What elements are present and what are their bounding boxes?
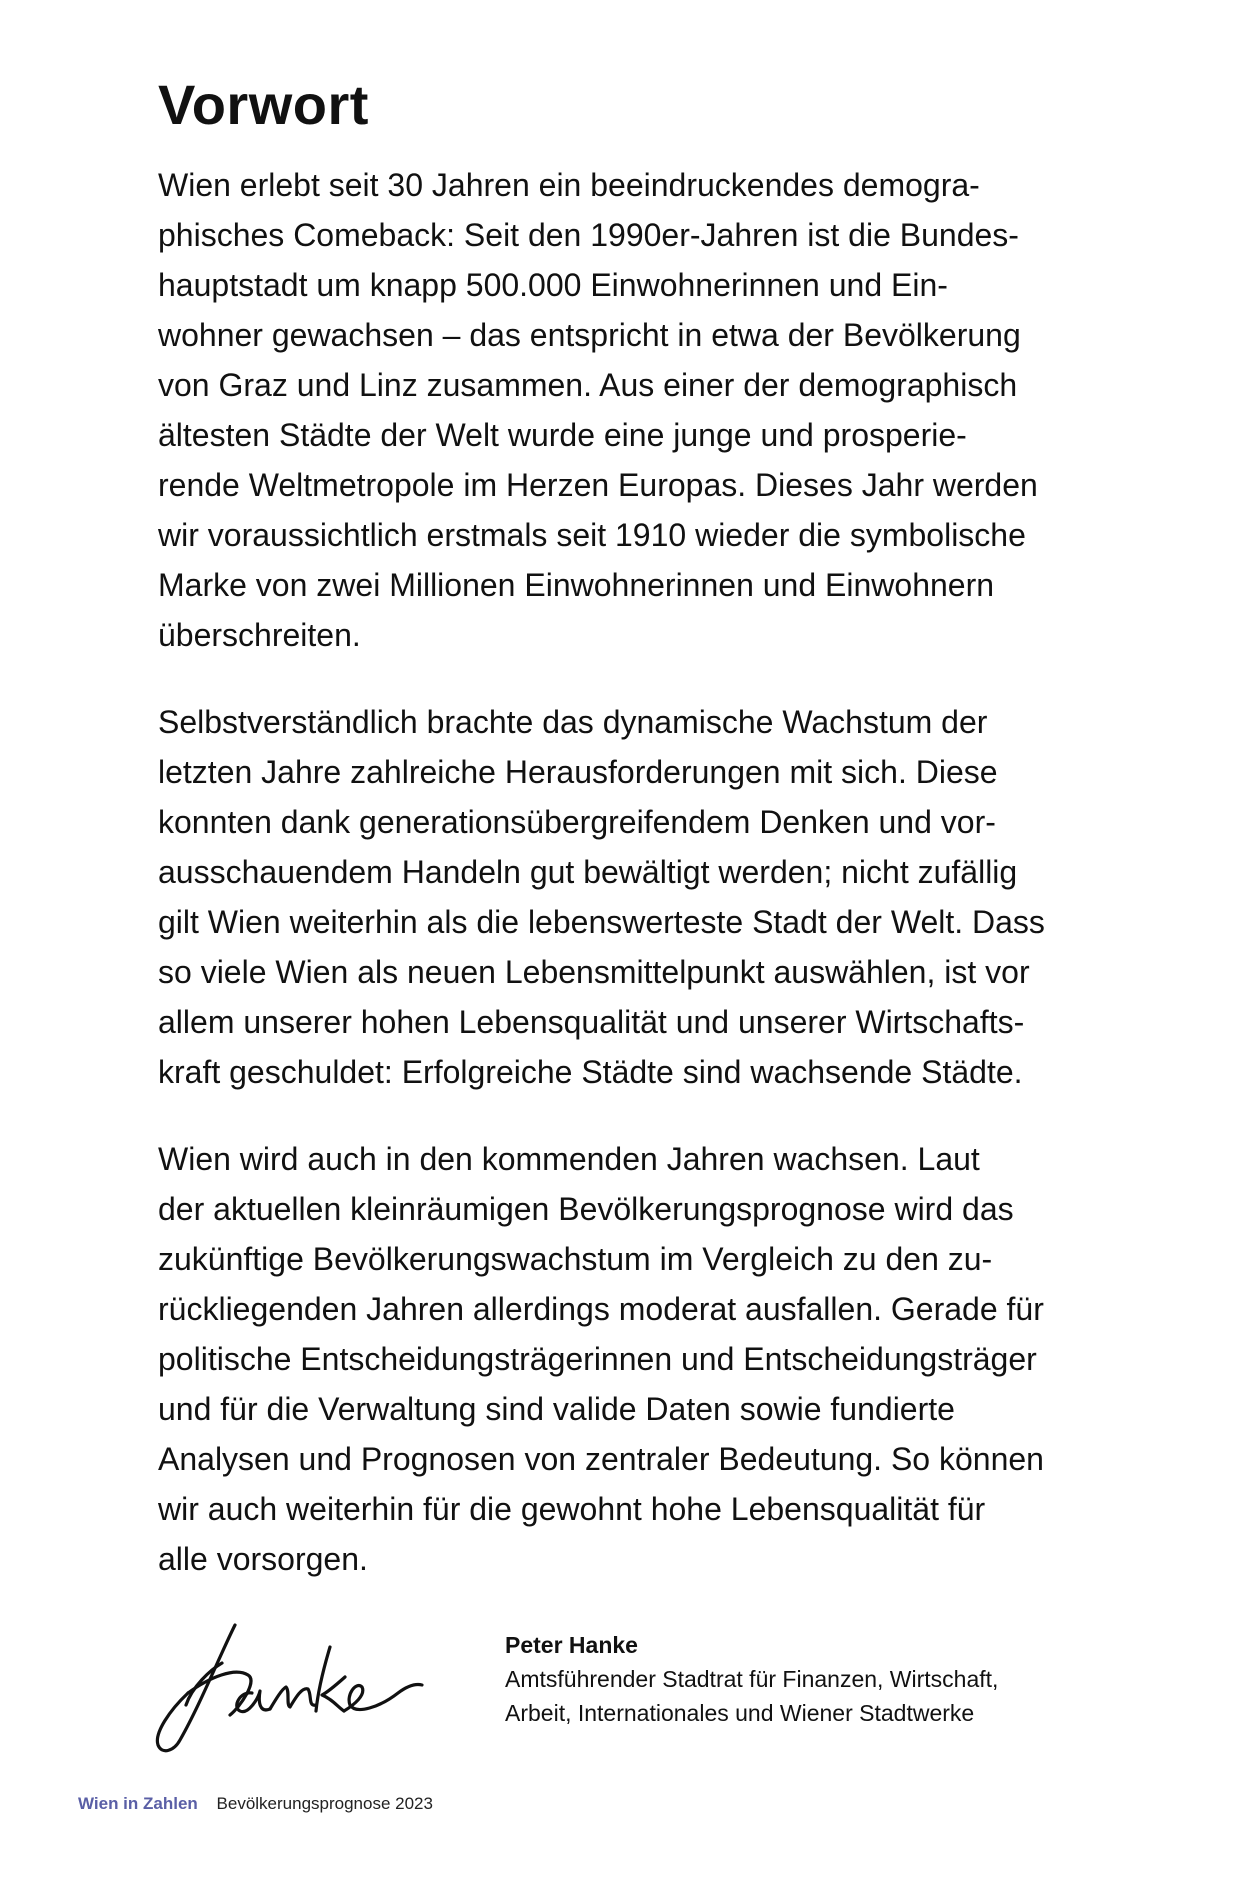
signatory-name: Peter Hanke [505, 1632, 638, 1658]
signatory-role-line-2: Arbeit, Internationales und Wiener Stadtwerke [505, 1700, 975, 1726]
page-title: Vorwort [158, 73, 369, 136]
page-footer [78, 1792, 433, 1816]
footer-brand: Wien in Zahlen [78, 1794, 198, 1813]
foreword-body [158, 160, 1110, 1621]
footer-document-title: Bevölkerungsprognose 2023 [216, 1794, 433, 1813]
signatory-role-line-1: Amtsführender Stadtrat für Finanzen, Wirtschaft, [505, 1666, 999, 1692]
handwritten-signature [140, 1615, 440, 1765]
paragraph-1: Wien erlebt seit 30 Jahren ein beeindruckendes demogra- phisches Comeback: Seit den 1990er-Jahren ist die Bundes- hauptstadt um knapp 500.000 Einwohnerinnen und Ein- wohner gewachsen – das entspricht in etwa der Bevölkerung von Graz und Linz zusammen. Aus einer der demographisch ältesten Städte der Welt wurde eine junge und prosperie- rende Weltmetropole im Herzen Europas. Dieses Jahr werden wir voraussichtlich erstmals seit 1910 wieder die symbolische Marke von zwei Millionen Einwohnerinnen und Einwohnern überschreiten. [158, 167, 1038, 653]
paragraph-2: Selbstverständlich brachte das dynamische Wachstum der letzten Jahre zahlreiche Herausforderungen mit sich. Diese konnten dank generationsübergreifendem Denken und vor- ausschauendem Handeln gut bewältigt werden; nicht zufällig gilt Wien weiterhin als die lebenswerteste Stadt der Welt. Dass so viele Wien als neuen Lebensmittelpunkt auswählen, ist vor allem unserer hohen Lebensqualität und unserer Wirtschafts- kraft geschuldet: Erfolgreiche Städte sind wachsende Städte. [158, 704, 1045, 1090]
paragraph-3: Wien wird auch in den kommenden Jahren wachsen. Laut der aktuellen kleinräumigen Bevölkerungsprognose wird das zukünftige Bevölkerungswachstum im Vergleich zu den zu- rückliegenden Jahren allerdings moderat ausfallen. Gerade für politische Entscheidungsträgerinnen und Entscheidungsträger und für die Verwaltung sind valide Daten sowie fundierte Analysen und Prognosen von zentraler Bedeutung. So können wir auch weiterhin für die gewohnt hohe Lebensqualität für alle vorsorgen. [158, 1141, 1044, 1577]
signatory-block [505, 1628, 1125, 1730]
